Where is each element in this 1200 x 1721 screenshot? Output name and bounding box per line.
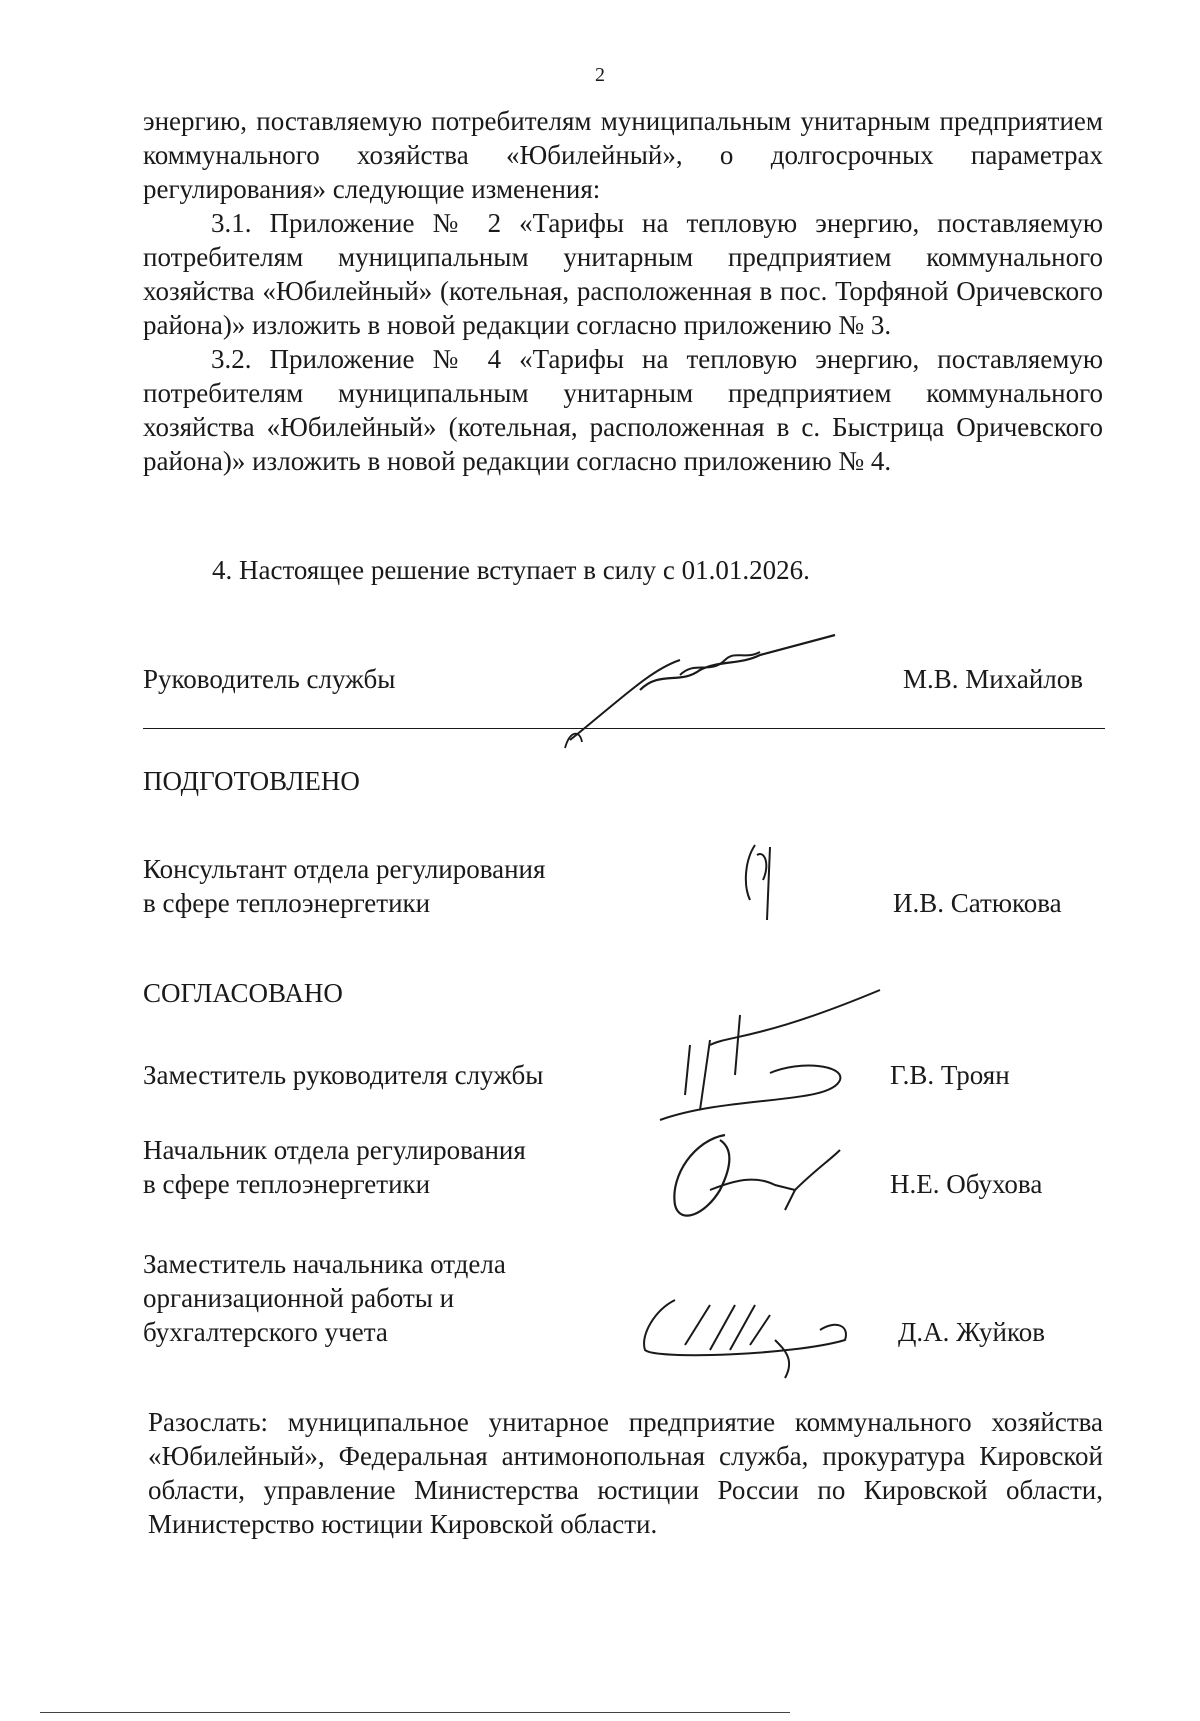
agreed-1-signature — [650, 985, 890, 1125]
agreed-3-title: Заместитель начальника отдела организационной работы и бухгалтерского учета — [143, 1249, 506, 1347]
agreed-2-title: Начальник отдела регулирования в сфере теплоэнергетики — [143, 1135, 526, 1199]
distribution-list: Разослать: муниципальное унитарное предприятие коммунального хозяйства «Юбилейный», Федеральная антимонопольная служба, прокуратура Кировской области, управление Министерства юстиции России по Кировской области, Министерство юстиции Кировской области. — [148, 1407, 1103, 1539]
agreed-2-signature — [665, 1130, 845, 1225]
prepared-name: И.В. Сатюкова — [893, 888, 1062, 918]
agreed-heading: СОГЛАСОВАНО — [143, 978, 343, 1008]
agreed-1-name: Г.В. Троян — [890, 1060, 1010, 1090]
document-body — [143, 104, 1103, 478]
footer-rule — [40, 1712, 790, 1713]
head-signatory-title: Руководитель службы — [143, 664, 396, 694]
paragraph-intro: энергию, поставляемую потребителям муниципальным унитарным предприятием коммунального хозяйства «Юбилейный», о долгосрочных параметрах регулирования» следующие изменения: — [143, 106, 1103, 204]
head-signatory-name: М.В. Михайлов — [903, 664, 1084, 694]
signature-divider — [143, 728, 1105, 729]
page-number: 2 — [595, 64, 605, 86]
prepared-title: Консультант отдела регулирования в сфере теплоэнергетики — [143, 854, 546, 918]
agreed-2-name: Н.Е. Обухова — [890, 1169, 1043, 1199]
prepared-heading: ПОДГОТОВЛЕНО — [143, 766, 360, 796]
head-signature — [560, 630, 860, 750]
agreed-3-name: Д.А. Жуйков — [898, 1317, 1045, 1347]
agreed-3-signature — [635, 1290, 855, 1385]
paragraph-3-1: 3.1. Приложение № 2 «Тарифы на тепловую энергию, поставляемую потребителям муниципальным унитарным предприятием коммунального хозяйства «Юбилейный» (котельная, расположенная в пос. Торфяной Оричевского района)» изложить в новой редакции согласно приложению № 3. — [143, 208, 1103, 340]
paragraph-3-2: 3.2. Приложение № 4 «Тарифы на тепловую энергию, поставляемую потребителям муниципальным унитарным предприятием коммунального хозяйства «Юбилейный» (котельная, расположенная в с. Быстрица Оричевского района)» изложить в новой редакции согласно приложению № 4. — [143, 344, 1103, 476]
paragraph-4: 4. Настоящее решение вступает в силу с 01.01.2026. — [212, 555, 810, 585]
prepared-signature — [735, 835, 795, 925]
agreed-1-title: Заместитель руководителя службы — [143, 1060, 544, 1090]
